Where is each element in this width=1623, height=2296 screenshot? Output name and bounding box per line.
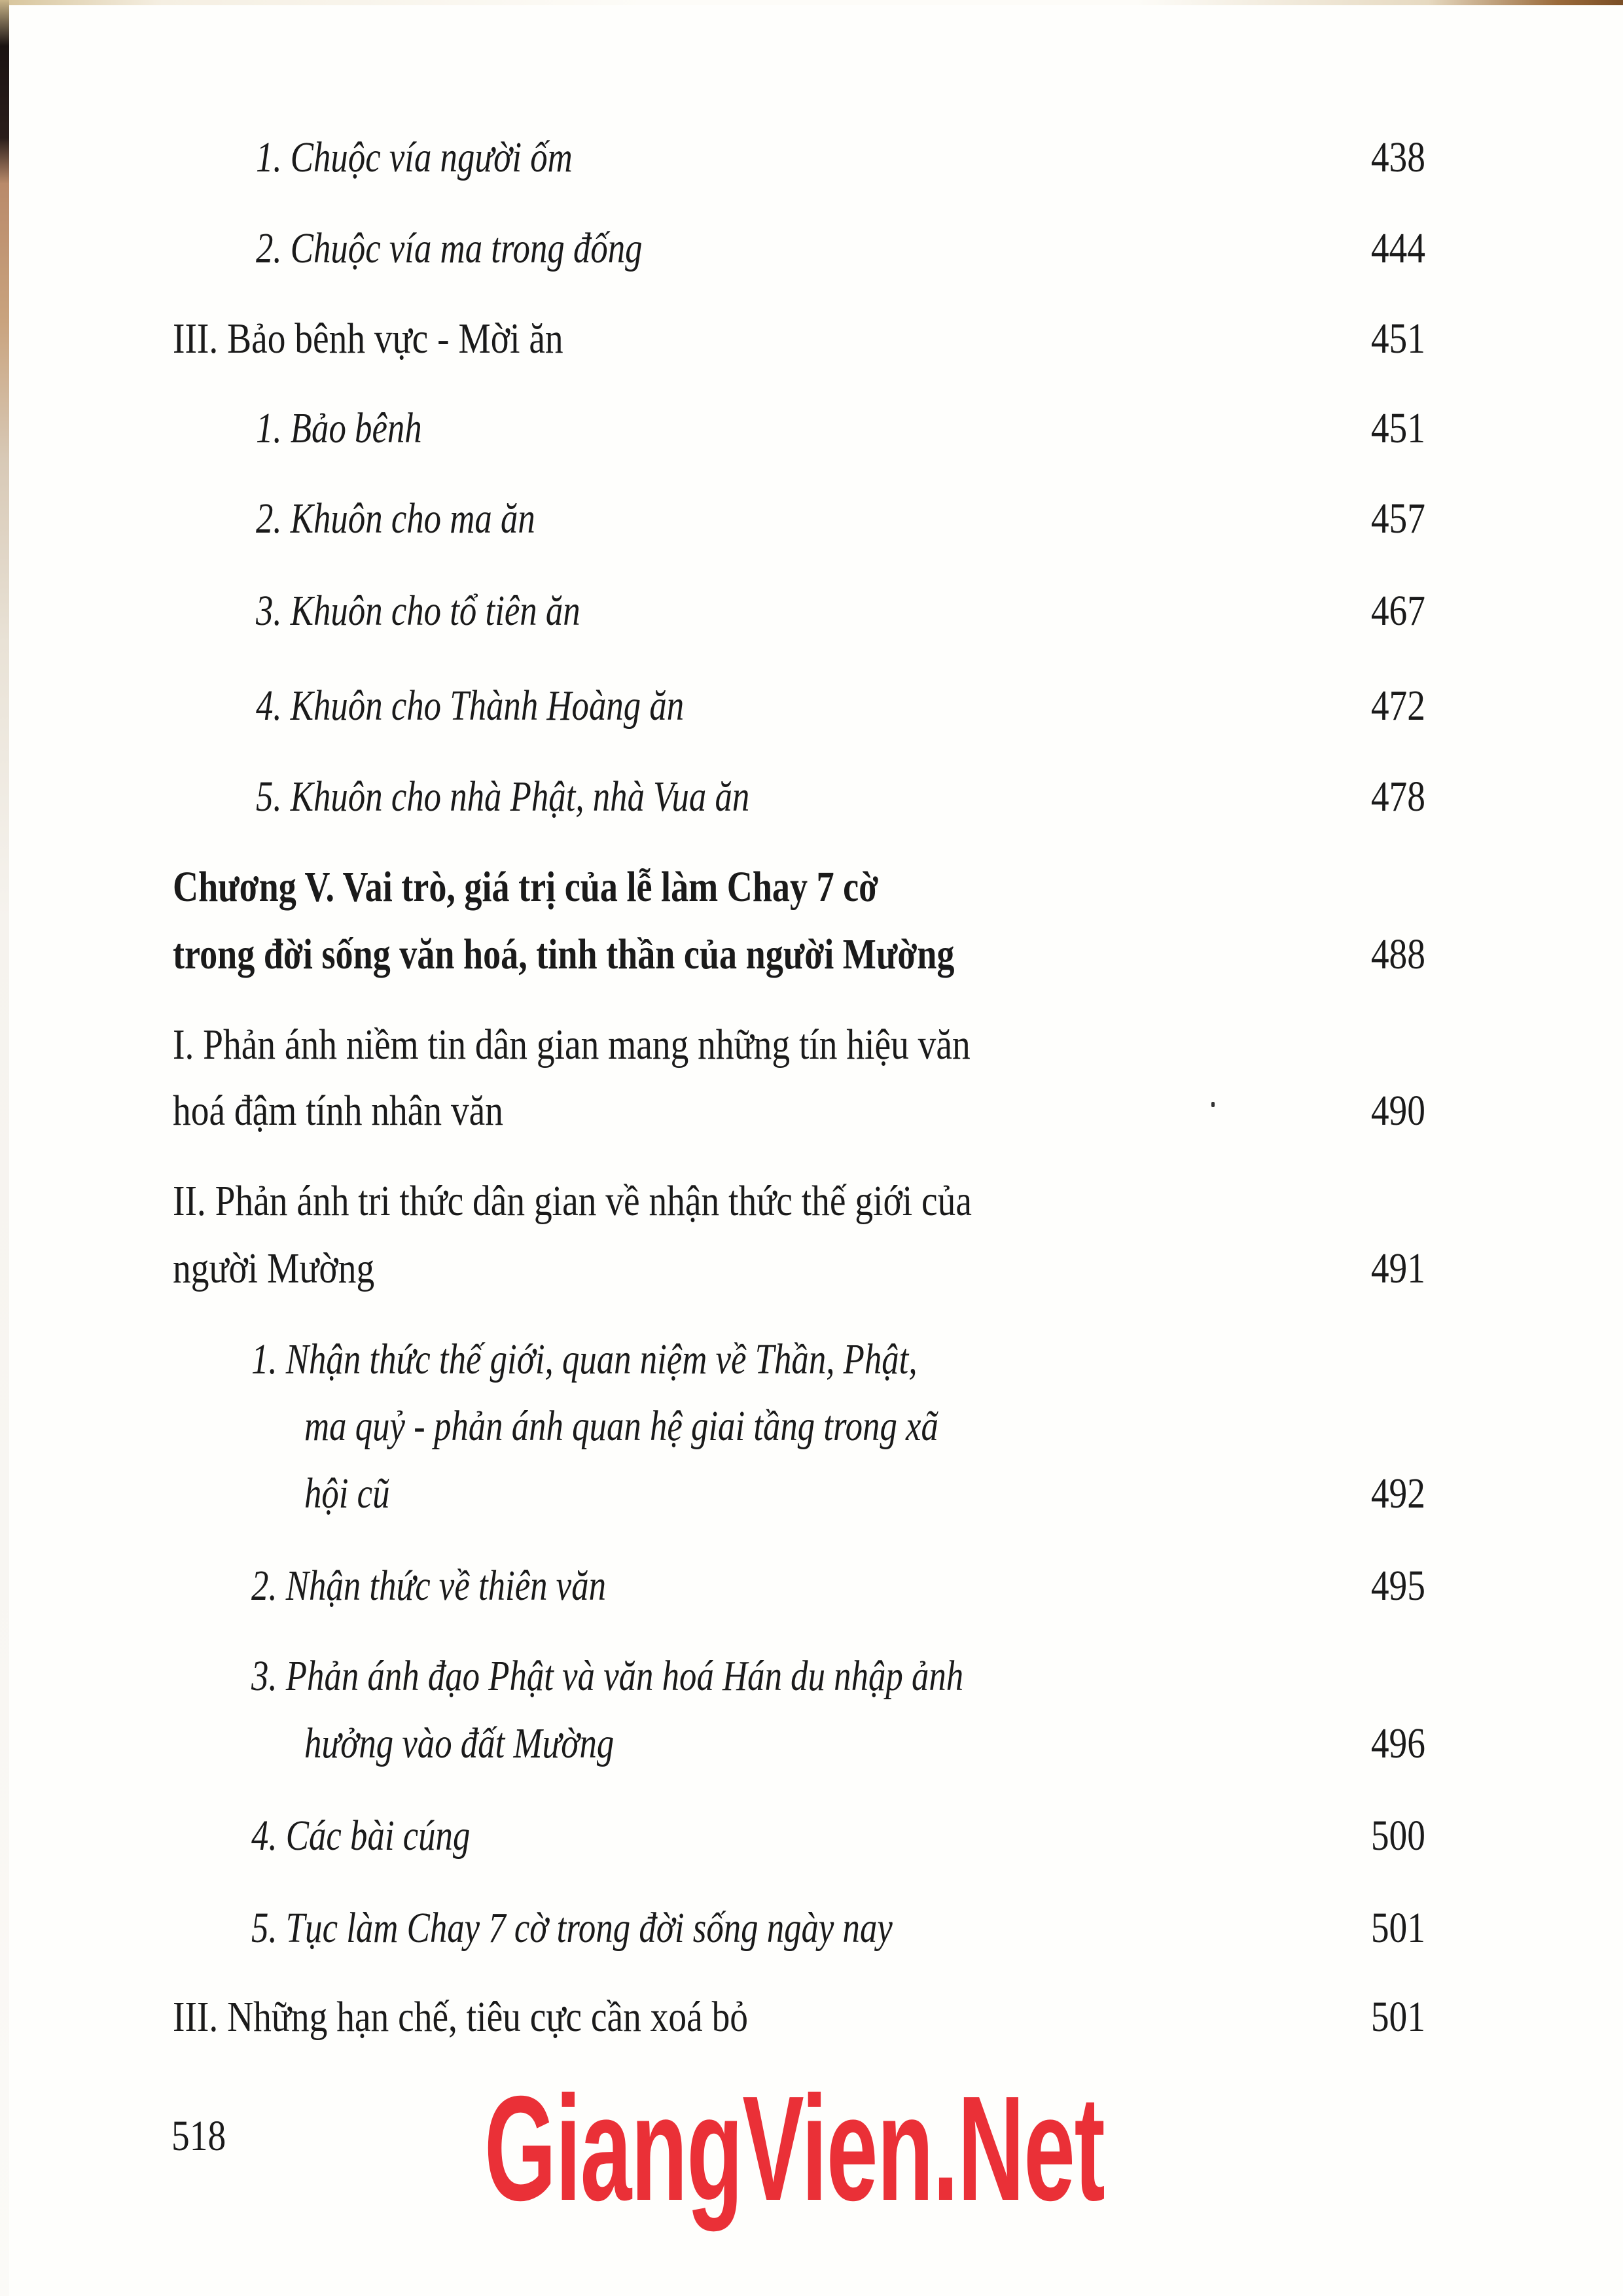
toc-entry-page: 488	[1370, 930, 1425, 978]
toc-section-heading: III. Những hạn chế, tiêu cực cần xoá bỏ	[173, 1993, 749, 2041]
toc-entry-page: 491	[1370, 1245, 1425, 1292]
toc-entry-page: 444	[1370, 224, 1425, 272]
toc-chapter-heading-line-2: trong đời sống văn hoá, tinh thần của người Mường	[173, 930, 955, 978]
book-spine-edge	[0, 0, 9, 2296]
toc-entry-text: 2. Nhận thức về thiên văn	[251, 1562, 606, 1610]
toc-entry-text: 1. Chuộc vía người ốm	[256, 133, 573, 181]
toc-entry-text-line-3: hội cũ	[304, 1470, 390, 1517]
toc-entry-page: 451	[1370, 315, 1425, 362]
toc-entry-page: 501	[1370, 1904, 1425, 1952]
toc-entry-text: 1. Bảo bênh	[256, 404, 422, 452]
toc-section-heading-line-1: II. Phản ánh tri thức dân gian về nhận thức thế giới của	[173, 1177, 972, 1225]
toc-entry-text: 4. Khuôn cho Thành Hoàng ăn	[256, 682, 685, 730]
toc-section-heading-line-2: hoá đậm tính nhân văn	[173, 1087, 503, 1135]
toc-entry-text: 5. Tục làm Chay 7 cờ trong đời sống ngày nay	[251, 1904, 893, 1952]
toc-entry-text: 2. Khuôn cho ma ăn	[256, 495, 535, 542]
toc-entry-page: 478	[1370, 773, 1425, 821]
toc-section-heading: III. Bảo bênh vực - Mời ăn	[173, 315, 563, 362]
watermark-logo: GiangVien.Net	[484, 2066, 1105, 2232]
toc-entry-text: 2. Chuộc vía ma trong đống	[256, 224, 643, 272]
page-number: 518	[171, 2112, 226, 2160]
toc-entry-text-line-1: 1. Nhận thức thế giới, quan niệm về Thần, Phật,	[251, 1335, 918, 1383]
toc-entry-page: 451	[1370, 404, 1425, 452]
toc-entry-page: 457	[1370, 495, 1425, 542]
toc-section-heading-line-2: người Mường	[173, 1245, 375, 1292]
toc-entry-page: 467	[1370, 587, 1425, 635]
toc-entry-text: 3. Khuôn cho tổ tiên ăn	[256, 587, 580, 635]
toc-entry-page: 490	[1370, 1087, 1425, 1135]
toc-entry-text-line-2: hưởng vào đất Mường	[304, 1720, 615, 1767]
toc-entry-text-line-2: ma quỷ - phản ánh quan hệ giai tầng trong xã	[304, 1402, 938, 1450]
toc-section-heading-line-1: I. Phản ánh niềm tin dân gian mang những tín hiệu văn	[173, 1021, 971, 1069]
toc-entry-text-line-1: 3. Phản ánh đạo Phật và văn hoá Hán du nhập ảnh	[251, 1652, 964, 1700]
page-top-edge	[0, 0, 1623, 5]
toc-entry-page: 492	[1370, 1470, 1425, 1517]
toc-entry-page: 501	[1370, 1993, 1425, 2041]
toc-entry-text: 5. Khuôn cho nhà Phật, nhà Vua ăn	[256, 773, 750, 821]
toc-entry-page: 495	[1370, 1562, 1425, 1610]
toc-entry-page: 472	[1370, 682, 1425, 730]
toc-entry-text: 4. Các bài cúng	[251, 1812, 471, 1860]
print-speck	[1211, 1102, 1215, 1107]
toc-entry-page: 438	[1370, 133, 1425, 181]
toc-entry-page: 500	[1370, 1812, 1425, 1860]
toc-chapter-heading-line-1: Chương V. Vai trò, giá trị của lễ làm Chay 7 cờ	[173, 863, 879, 911]
toc-entry-page: 496	[1370, 1720, 1425, 1767]
